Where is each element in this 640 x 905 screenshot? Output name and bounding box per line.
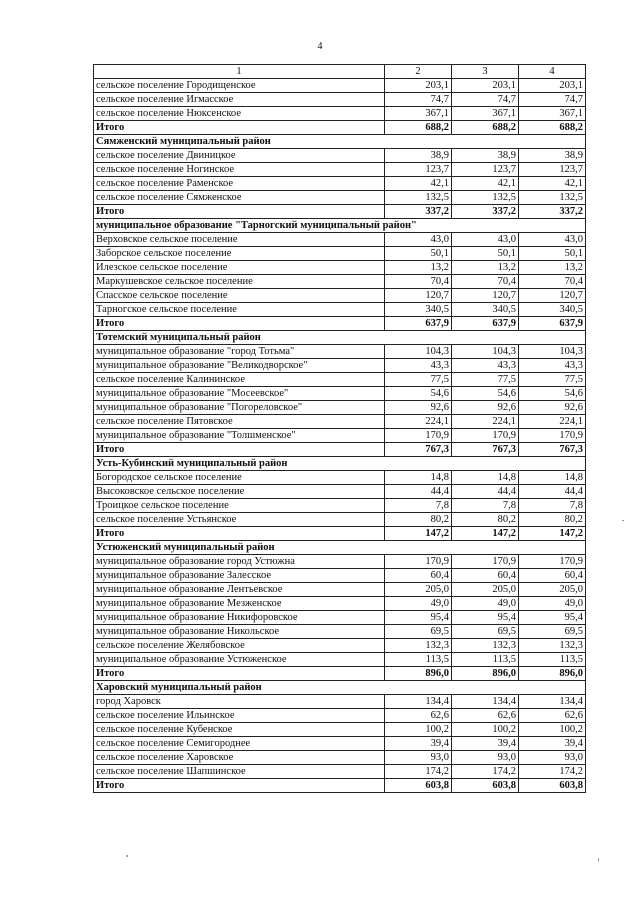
column-header: 1 [94,65,385,79]
value-col-2: 132,3 [385,639,452,653]
table-row [94,723,586,737]
value-col-4: 132,5 [519,191,586,205]
settlement-name: сельское поселение Кубенское [94,723,385,737]
table-row [94,373,586,387]
settlement-name: муниципальное образование Лентьевское [94,583,385,597]
table-row [94,359,586,373]
table-row [94,289,586,303]
value-col-4: 688,2 [519,121,586,135]
value-col-2: 44,4 [385,485,452,499]
settlement-name: Тарногское сельское поселение [94,303,385,317]
value-col-2: 70,4 [385,275,452,289]
value-col-2: 42,1 [385,177,452,191]
value-col-3: 113,5 [452,653,519,667]
settlement-name: муниципальное образование Никифоровское [94,611,385,625]
allocation-table [93,64,586,793]
district-name: Тотемский муниципальный район [94,331,586,345]
value-col-2: 77,5 [385,373,452,387]
value-col-3: 134,4 [452,695,519,709]
value-col-3: 688,2 [452,121,519,135]
value-col-4: 104,3 [519,345,586,359]
value-col-3: 80,2 [452,513,519,527]
settlement-name: сельское поселение Желябовское [94,639,385,653]
table-row [94,275,586,289]
value-col-2: 147,2 [385,527,452,541]
total-row [94,317,586,331]
value-col-2: 174,2 [385,765,452,779]
value-col-3: 77,5 [452,373,519,387]
value-col-2: 224,1 [385,415,452,429]
table-row [94,247,586,261]
value-col-4: 120,7 [519,289,586,303]
value-col-3: 337,2 [452,205,519,219]
value-col-4: 95,4 [519,611,586,625]
district-header-row [94,135,586,149]
settlement-name: муниципальное образование "Великодворское" [94,359,385,373]
value-col-3: 7,8 [452,499,519,513]
value-col-2: 69,5 [385,625,452,639]
settlement-name: муниципальное образование Залесское [94,569,385,583]
settlement-name: сельское поселение Двиницкое [94,149,385,163]
settlement-name: муниципальное образование Никольское [94,625,385,639]
value-col-3: 60,4 [452,569,519,583]
column-header-row [94,65,586,79]
settlement-name: сельское поселение Калининское [94,373,385,387]
value-col-4: 39,4 [519,737,586,751]
table-row [94,163,586,177]
value-col-2: 113,5 [385,653,452,667]
page-number: 4 [317,41,323,52]
table-row [94,653,586,667]
value-col-4: 54,6 [519,387,586,401]
district-header-row [94,219,586,233]
value-col-3: 203,1 [452,79,519,93]
table-row [94,79,586,93]
table-row [94,303,586,317]
table-row [94,401,586,415]
value-col-4: 767,3 [519,443,586,457]
value-col-4: 896,0 [519,667,586,681]
value-col-4: 70,4 [519,275,586,289]
table-row [94,93,586,107]
value-col-4: 62,6 [519,709,586,723]
table-row [94,261,586,275]
value-col-4: 170,9 [519,429,586,443]
table-body [94,65,586,793]
settlement-name: муниципальное образование Мезженское [94,597,385,611]
value-col-2: 132,5 [385,191,452,205]
value-col-2: 93,0 [385,751,452,765]
table-row [94,597,586,611]
value-col-3: 896,0 [452,667,519,681]
table-row [94,191,586,205]
total-row [94,779,586,793]
table-row [94,737,586,751]
value-col-3: 224,1 [452,415,519,429]
value-col-4: 77,5 [519,373,586,387]
value-col-4: 174,2 [519,765,586,779]
district-name: Устюженский муниципальный район [94,541,586,555]
district-header-row [94,681,586,695]
district-name: муниципальное образование "Тарногский муниципальный район" [94,219,586,233]
settlement-name: Маркушевское сельское поселение [94,275,385,289]
value-col-3: 637,9 [452,317,519,331]
table-row [94,555,586,569]
table-row [94,639,586,653]
settlement-name: сельское поселение Устьянское [94,513,385,527]
value-col-3: 43,0 [452,233,519,247]
value-col-4: 13,2 [519,261,586,275]
total-row [94,121,586,135]
district-header-row [94,331,586,345]
total-label: Итого [94,667,385,681]
value-col-2: 637,9 [385,317,452,331]
total-label: Итого [94,205,385,219]
table-row [94,177,586,191]
table-row [94,765,586,779]
value-col-3: 123,7 [452,163,519,177]
value-col-2: 14,8 [385,471,452,485]
district-header-row [94,541,586,555]
settlement-name: Троицкое сельское поселение [94,499,385,513]
settlement-name: муниципальное образование город Устюжна [94,555,385,569]
value-col-2: 170,9 [385,555,452,569]
table-row [94,611,586,625]
value-col-2: 688,2 [385,121,452,135]
value-col-2: 49,0 [385,597,452,611]
value-col-3: 170,9 [452,429,519,443]
value-col-4: 93,0 [519,751,586,765]
table-row [94,471,586,485]
value-col-4: 38,9 [519,149,586,163]
value-col-2: 134,4 [385,695,452,709]
value-col-4: 43,0 [519,233,586,247]
settlement-name: муниципальное образование Устюженское [94,653,385,667]
value-col-3: 100,2 [452,723,519,737]
value-col-2: 43,3 [385,359,452,373]
settlement-name: сельское поселение Шапшинское [94,765,385,779]
value-col-3: 104,3 [452,345,519,359]
column-header: 3 [452,65,519,79]
value-col-2: 92,6 [385,401,452,415]
value-col-3: 170,9 [452,555,519,569]
value-col-4: 637,9 [519,317,586,331]
settlement-name: Богородское сельское поселение [94,471,385,485]
settlement-name: Верховское сельское поселение [94,233,385,247]
table-row [94,751,586,765]
column-header: 4 [519,65,586,79]
value-col-3: 69,5 [452,625,519,639]
value-col-3: 43,3 [452,359,519,373]
value-col-2: 120,7 [385,289,452,303]
value-col-4: 123,7 [519,163,586,177]
value-col-4: 80,2 [519,513,586,527]
table-row [94,107,586,121]
table-row [94,513,586,527]
table-row [94,569,586,583]
total-label: Итого [94,779,385,793]
value-col-2: 13,2 [385,261,452,275]
value-col-3: 54,6 [452,387,519,401]
table-row [94,583,586,597]
value-col-2: 39,4 [385,737,452,751]
value-col-2: 603,8 [385,779,452,793]
settlement-name: сельское поселение Харовское [94,751,385,765]
value-col-3: 205,0 [452,583,519,597]
settlement-name: сельское поселение Игмасское [94,93,385,107]
value-col-3: 132,3 [452,639,519,653]
district-name: Сямженский муниципальный район [94,135,586,149]
settlement-name: муниципальное образование "Мосеевское" [94,387,385,401]
table-row [94,695,586,709]
table-row [94,149,586,163]
value-col-2: 367,1 [385,107,452,121]
value-col-4: 50,1 [519,247,586,261]
value-col-4: 43,3 [519,359,586,373]
total-label: Итого [94,443,385,457]
table-row [94,233,586,247]
value-col-2: 43,0 [385,233,452,247]
value-col-4: 69,5 [519,625,586,639]
value-col-2: 203,1 [385,79,452,93]
value-col-4: 74,7 [519,93,586,107]
value-col-3: 70,4 [452,275,519,289]
value-col-3: 93,0 [452,751,519,765]
value-col-4: 42,1 [519,177,586,191]
value-col-4: 203,1 [519,79,586,93]
value-col-2: 95,4 [385,611,452,625]
value-col-4: 132,3 [519,639,586,653]
value-col-4: 100,2 [519,723,586,737]
value-col-3: 95,4 [452,611,519,625]
scan-speck [598,858,599,861]
value-col-2: 80,2 [385,513,452,527]
value-col-3: 174,2 [452,765,519,779]
table-row [94,415,586,429]
total-label: Итого [94,121,385,135]
value-col-3: 147,2 [452,527,519,541]
value-col-4: 340,5 [519,303,586,317]
table-row [94,499,586,513]
value-col-4: 49,0 [519,597,586,611]
settlement-name: муниципальное образование "Погореловское" [94,401,385,415]
value-col-3: 367,1 [452,107,519,121]
total-row [94,205,586,219]
settlement-name: сельское поселение Нюксенское [94,107,385,121]
district-name: Усть-Кубинский муниципальный район [94,457,586,471]
value-col-2: 337,2 [385,205,452,219]
total-label: Итого [94,317,385,331]
settlement-name: сельское поселение Городищенское [94,79,385,93]
value-col-4: 205,0 [519,583,586,597]
value-col-3: 38,9 [452,149,519,163]
settlement-name: сельское поселение Ильинское [94,709,385,723]
value-col-3: 62,6 [452,709,519,723]
settlement-name: сельское поселение Раменское [94,177,385,191]
table-row [94,625,586,639]
settlement-name: Спасское сельское поселение [94,289,385,303]
value-col-3: 14,8 [452,471,519,485]
value-col-3: 340,5 [452,303,519,317]
value-col-2: 54,6 [385,387,452,401]
district-header-row [94,457,586,471]
settlement-name: муниципальное образование "Толшменское" [94,429,385,443]
settlement-name: сельское поселение Пятовское [94,415,385,429]
settlement-name: Высоковское сельское поселение [94,485,385,499]
settlement-name: Илезское сельское поселение [94,261,385,275]
value-col-4: 367,1 [519,107,586,121]
value-col-2: 60,4 [385,569,452,583]
value-col-2: 74,7 [385,93,452,107]
value-col-3: 13,2 [452,261,519,275]
value-col-4: 603,8 [519,779,586,793]
value-col-2: 896,0 [385,667,452,681]
value-col-2: 100,2 [385,723,452,737]
value-col-4: 147,2 [519,527,586,541]
value-col-3: 42,1 [452,177,519,191]
value-col-4: 170,9 [519,555,586,569]
table-row [94,709,586,723]
value-col-4: 113,5 [519,653,586,667]
value-col-4: 60,4 [519,569,586,583]
settlement-name: город Харовск [94,695,385,709]
total-row [94,667,586,681]
value-col-3: 603,8 [452,779,519,793]
value-col-3: 49,0 [452,597,519,611]
value-col-3: 92,6 [452,401,519,415]
value-col-4: 44,4 [519,485,586,499]
table-row [94,387,586,401]
value-col-4: 7,8 [519,499,586,513]
table-row [94,345,586,359]
scan-speck [126,855,128,857]
settlement-name: сельское поселение Сямженское [94,191,385,205]
value-col-4: 337,2 [519,205,586,219]
value-col-4: 14,8 [519,471,586,485]
settlement-name: сельское поселение Семигороднее [94,737,385,751]
value-col-2: 123,7 [385,163,452,177]
value-col-3: 132,5 [452,191,519,205]
value-col-2: 340,5 [385,303,452,317]
value-col-2: 767,3 [385,443,452,457]
value-col-2: 104,3 [385,345,452,359]
value-col-3: 44,4 [452,485,519,499]
value-col-2: 205,0 [385,583,452,597]
value-col-2: 7,8 [385,499,452,513]
column-header: 2 [385,65,452,79]
total-row [94,443,586,457]
value-col-2: 62,6 [385,709,452,723]
value-col-4: 92,6 [519,401,586,415]
value-col-2: 170,9 [385,429,452,443]
total-row [94,527,586,541]
district-name: Харовский муниципальный район [94,681,586,695]
total-label: Итого [94,527,385,541]
scan-speck [622,520,624,521]
settlement-name: сельское поселение Ногинское [94,163,385,177]
settlement-name: Заборское сельское поселение [94,247,385,261]
value-col-2: 38,9 [385,149,452,163]
value-col-3: 767,3 [452,443,519,457]
value-col-3: 74,7 [452,93,519,107]
value-col-3: 39,4 [452,737,519,751]
settlement-name: муниципальное образование "город Тотьма" [94,345,385,359]
value-col-2: 50,1 [385,247,452,261]
value-col-3: 50,1 [452,247,519,261]
value-col-4: 134,4 [519,695,586,709]
table-row [94,429,586,443]
table-row [94,485,586,499]
value-col-3: 120,7 [452,289,519,303]
value-col-4: 224,1 [519,415,586,429]
